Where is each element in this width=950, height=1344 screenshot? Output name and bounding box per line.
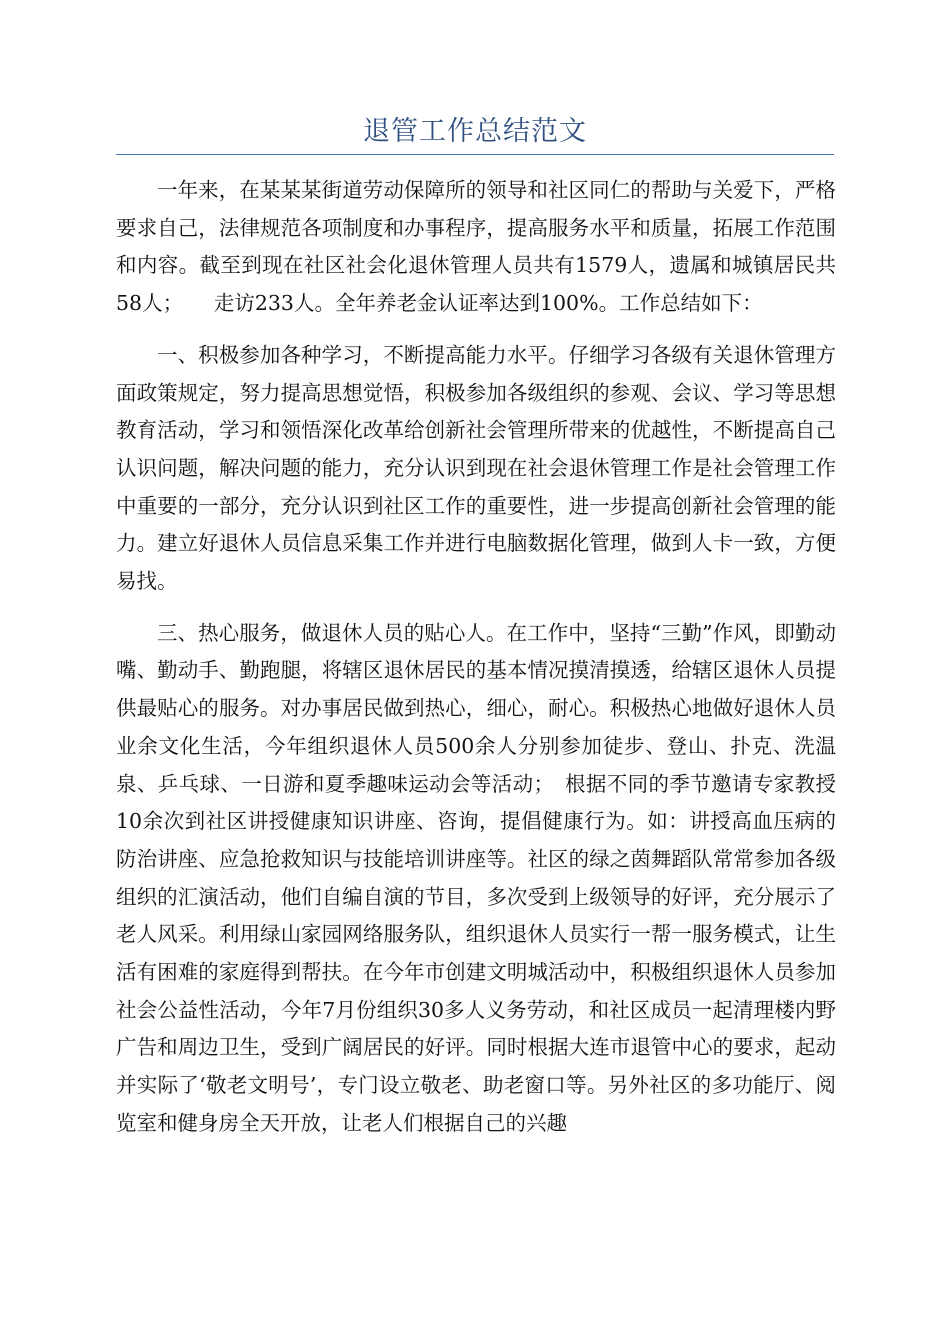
document-body [116, 172, 836, 1157]
paragraph-section-three: 三、热心服务，做退休人员的贴心人。在工作中，坚持“三勤”作风，即勤动嘴、勤动手、勤跑腿，将辖区退休居民的基本情况摸清摸透，给辖区退休人员提供最贴心的服务。对办事居民做到热心，细心，耐心。积极热心地做好退休人员业余文化生活，今年组织退休人员500余人分别参加徒步、登山、扑克、洗温泉、乒乓球、一日游和夏季趣味运动会等活动； 根据不同的季节邀请专家教授10余次到社区讲授健康知识讲座、咨询，提倡健康行为。如：讲授高血压病的防治讲座、应急抢救知识与技能培训讲座等。社区的绿之茵舞蹈队常常参加各级组织的汇演活动，他们自编自演的节目，多次受到上级领导的好评，充分展示了老人风采。利用绿山家园网络服务队，组织退休人员实行一帮一服务模式，让生活有困难的家庭得到帮扶。在今年市创建文明城活动中，积极组织退休人员参加社会公益性活动，今年7月份组织30多人义务劳动，和社区成员一起清理楼内野广告和周边卫生，受到广阔居民的好评。同时根据大连市退管中心的要求，起动并实际了‘敬老文明号’，专门设立敬老、助老窗口等。另外社区的多功能厅、阅览室和健身房全天开放，让老人们根据自己的兴趣 [116, 620, 836, 1135]
document-title: 退管工作总结范文 [363, 116, 587, 147]
paragraph-intro: 一年来，在某某某街道劳动保障所的领导和社区同仁的帮助与关爱下，严格要求自己，法律规范各项制度和办事程序，提高服务水平和质量，拓展工作范围和内容。截至到现在社区社会化退休管理人员共有1579人，遗属和城镇居民共58人； 走访233人。全年养老金认证率达到100%。工作总结如下： [116, 178, 836, 316]
title-underline [116, 154, 834, 155]
paragraph-section-one: 一、积极参加各种学习，不断提高能力水平。仔细学习各级有关退休管理方面政策规定，努力提高思想觉悟，积极参加各级组织的参观、会议、学习等思想教育活动，学习和领悟深化改革给创新社会管理所带来的优越性，不断提高自己认识问题，解决问题的能力，充分认识到现在社会退休管理工作是社会管理工作中重要的一部分，充分认识到社区工作的重要性，进一步提高创新社会管理的能力。建立好退休人员信息采集工作并进行电脑数据化管理，做到人卡一致，方便易找。 [116, 342, 836, 594]
